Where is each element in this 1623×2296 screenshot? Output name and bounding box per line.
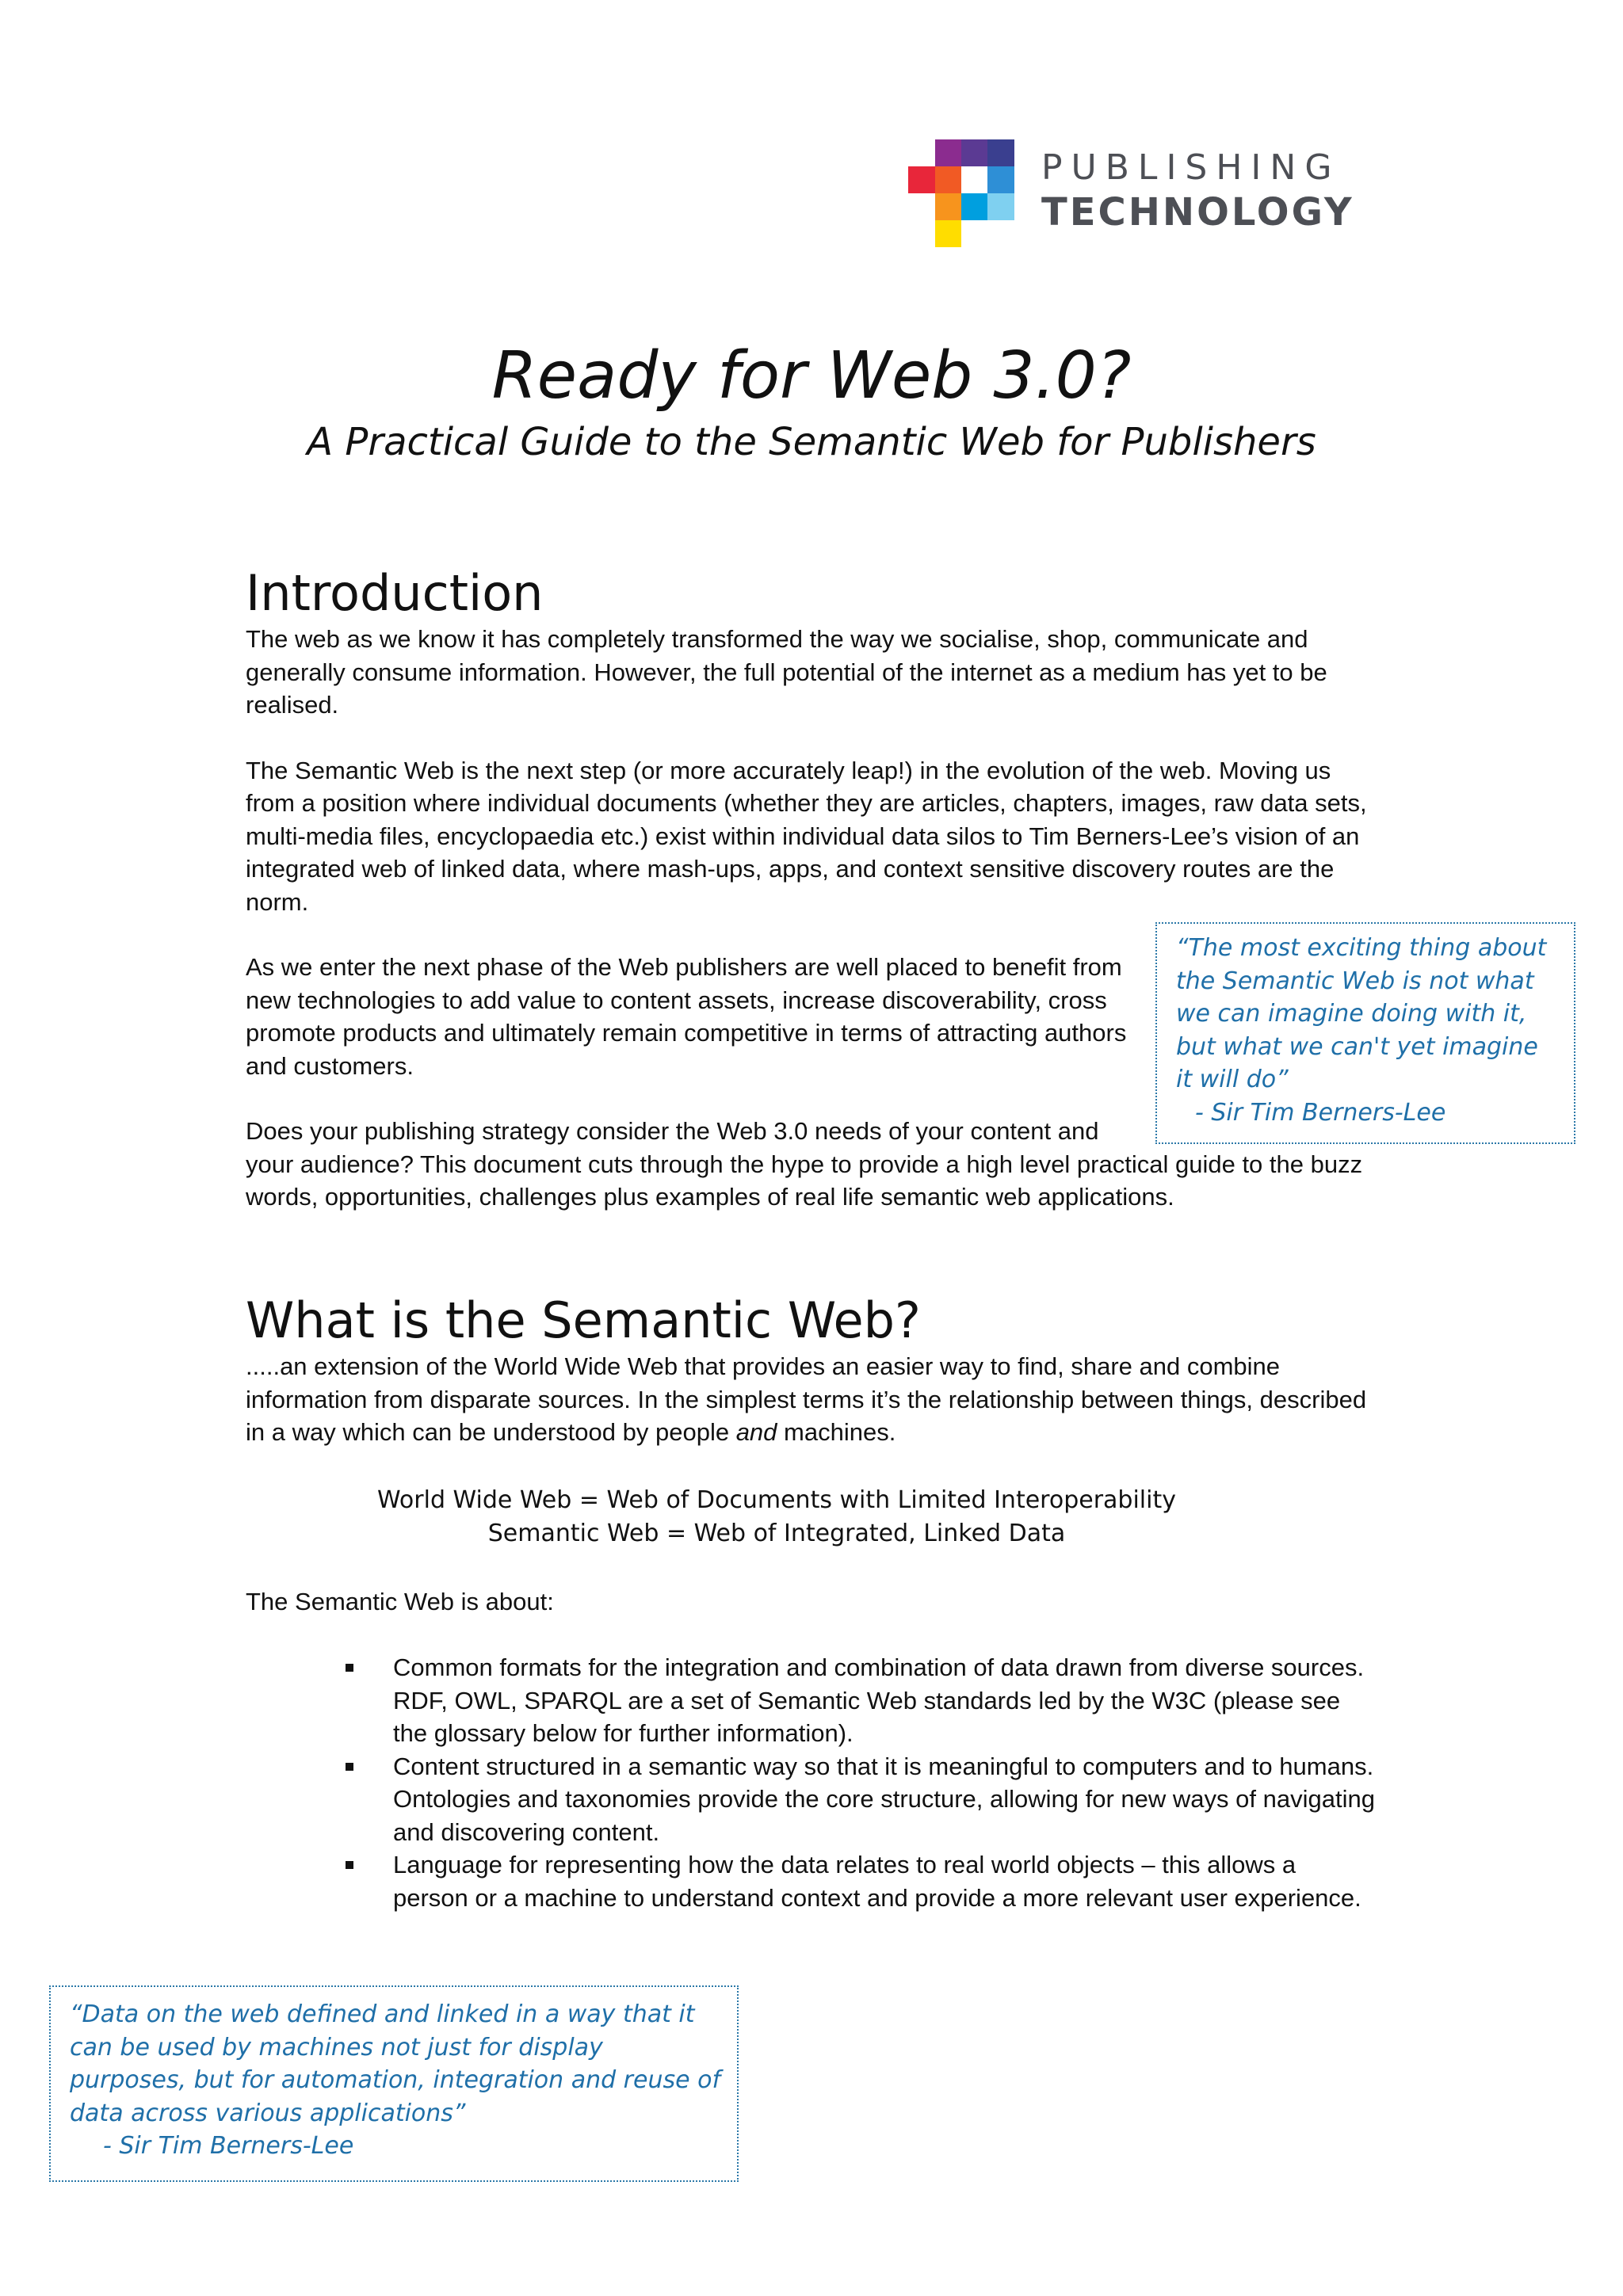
intro-paragraph-4-rest: your audience? This document cuts through the hype to provide a high level practical guide to the buzz words, opportunities, challenges plus examples of real life semantic web applications. (246, 1150, 1363, 1211)
quote-text: “The most exciting thing about the Semantic Web is not what we can imagine doing with it, but what we can't yet imagine it will do” (1176, 934, 1547, 1093)
square-bullet-icon (346, 1861, 353, 1869)
web-comparison (214, 1484, 1339, 1550)
logo-wordmark (1041, 147, 1354, 235)
semantic-web-line: Semantic Web = Web of Integrated, Linked Data (487, 1519, 1066, 1547)
logo-line-technology: TECHNOLOGY (1041, 190, 1354, 235)
square-bullet-icon (346, 1763, 353, 1771)
intro-paragraph-1: The web as we know it has completely transformed the way we socialise, shop, communicate and generally consume information. However, the full potential of the internet as a medium has yet to be realised. (246, 625, 1327, 719)
square-bullet-icon (346, 1664, 353, 1672)
semantic-web-heading: What is the Semantic Web? (246, 1291, 921, 1349)
list-item (246, 1848, 1376, 1914)
list-item (246, 1750, 1376, 1849)
semantic-web-section (246, 1291, 1375, 1914)
introduction-heading: Introduction (246, 564, 544, 622)
intro-paragraph-2: The Semantic Web is the next step (or more accurately leap!) in the evolution of the web. Moving us from a position where individual documents (whether they are articles, chapters, images, raw data sets, multi-media files, encyclopaedia etc.) exist within individual data silos to Tim Berners-Lee’s vision of an integrated web of linked data, where mash-ups, apps, and context sensitive discovery routes are the norm. (246, 756, 1367, 916)
quote-author: - Sir Tim Berners-Lee (1195, 1098, 1446, 1127)
publishing-technology-logo (908, 139, 1360, 250)
list-item-text: Content structured in a semantic way so that it is meaningful to computers and to humans. Ontologies and taxonomies provide the core structure, allowing for new ways of navigating and discovering content. (393, 1752, 1375, 1846)
semantic-about-list (246, 1651, 1375, 1914)
document-subtitle: A Practical Guide to the Semantic Web for Publishers (307, 420, 1316, 465)
list-item (246, 1651, 1376, 1750)
intro-paragraph-3: As we enter the next phase of the Web publishers are well placed to benefit from new technologies to add value to content assets, increase discoverability, cross promote products and ultimately remain competitive in terms of attracting authors and customers. (246, 953, 1127, 1080)
quote-box-exciting (1155, 922, 1575, 1144)
definition-text-start: .....an extension of the World Wide Web that provides an easier way to find, share and combine information from disparate sources. In the simplest terms it’s the relationship between things, described in a way which can be understood by people (246, 1352, 1367, 1447)
quote-author: - Sir Tim Berners-Lee (103, 2132, 354, 2160)
logo-line-publishing: PUBLISHING (1041, 147, 1341, 188)
list-item-text: Common formats for the integration and combination of data drawn from diverse sources. RDF, OWL, SPARQL are a set of Semantic Web standards led by the W3C (please see the glossary below for further information). (393, 1653, 1365, 1748)
document-title: Ready for Web 3.0? (491, 338, 1132, 414)
intro-paragraph-4-first-line: Does your publishing strategy consider the Web 3.0 needs of your content and (246, 1117, 1099, 1146)
title-block (0, 339, 1623, 466)
definition-emphasis: and (735, 1418, 777, 1447)
logo-mark-icon (908, 139, 1014, 247)
semantic-about-label: The Semantic Web is about: (246, 1587, 554, 1615)
list-item-text: Language for representing how the data relates to real world objects – this allows a person or a machine to understand context and provide a more relevant user experience. (393, 1851, 1361, 1912)
semantic-definition-paragraph (246, 1350, 1371, 1449)
world-wide-web-line: World Wide Web = Web of Documents with Limited Interoperability (377, 1486, 1176, 1514)
definition-text-end: machines. (777, 1418, 896, 1447)
quote-box-data-on-web (49, 1985, 739, 2182)
quote-text: “Data on the web defined and linked in a way that it can be used by machines not just for display purposes, but for automation, integration and reuse of data across various applications” (70, 2000, 721, 2127)
